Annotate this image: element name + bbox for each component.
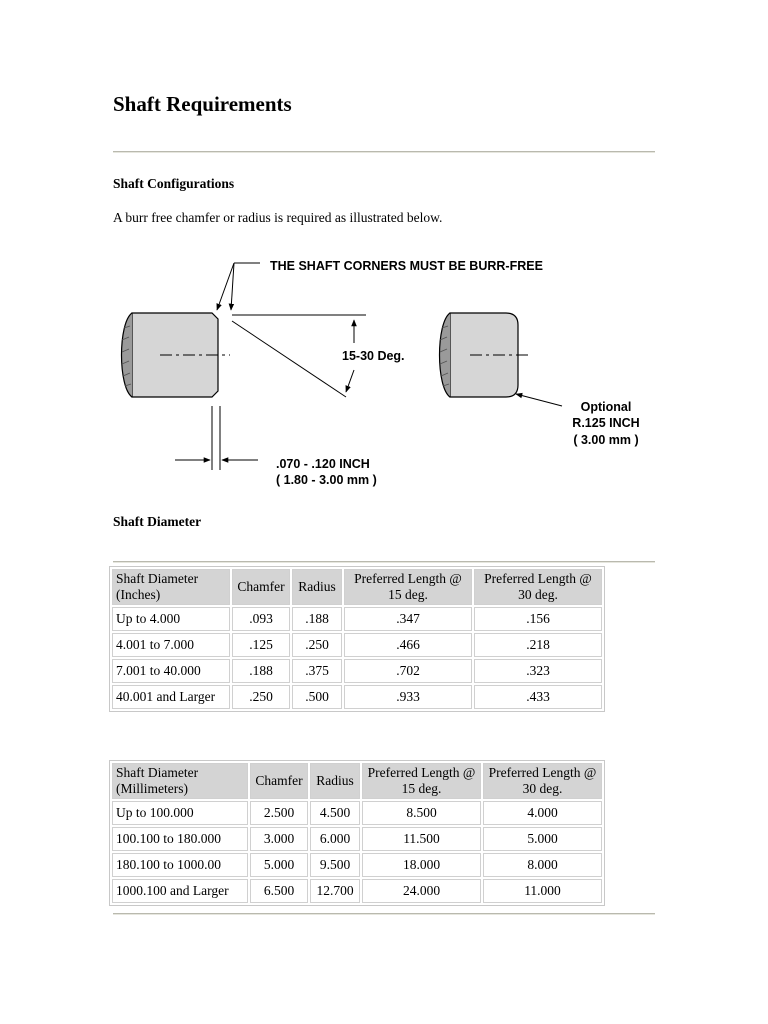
column-header: Preferred Length @ 15 deg. xyxy=(362,763,481,799)
table-cell: .466 xyxy=(344,633,472,657)
table-cell: .188 xyxy=(232,659,290,683)
table-cell: 6.000 xyxy=(310,827,360,851)
column-header: Radius xyxy=(292,569,342,605)
table-cell: 4.500 xyxy=(310,801,360,825)
table-row xyxy=(112,853,602,877)
column-header: Preferred Length @ 15 deg. xyxy=(344,569,472,605)
page-title: Shaft Requirements xyxy=(113,92,292,116)
table-cell: 5.000 xyxy=(483,827,602,851)
table-cell: 24.000 xyxy=(362,879,481,903)
table-cell: 2.500 xyxy=(250,801,308,825)
shaft-diameter-inches-table xyxy=(109,566,605,712)
column-header: Chamfer xyxy=(250,763,308,799)
table-row xyxy=(112,659,602,683)
table-cell: .188 xyxy=(292,607,342,631)
table-row xyxy=(112,607,602,631)
table-cell: 1000.100 and Larger xyxy=(112,879,248,903)
table-cell: 6.500 xyxy=(250,879,308,903)
configurations-heading: Shaft Configurations xyxy=(113,176,235,191)
chamfer-mm-label: ( 1.80 - 3.00 mm ) xyxy=(276,473,377,487)
table-row xyxy=(112,827,602,851)
table-cell: 3.000 xyxy=(250,827,308,851)
table-cell: 100.100 to 180.000 xyxy=(112,827,248,851)
optional-label: Optional xyxy=(580,400,632,414)
column-header: Radius xyxy=(310,763,360,799)
table-cell: .933 xyxy=(344,685,472,709)
shaft-diagram xyxy=(110,248,650,493)
table-cell: .375 xyxy=(292,659,342,683)
table-cell: .250 xyxy=(232,685,290,709)
table-cell: 4.000 xyxy=(483,801,602,825)
table-cell: .093 xyxy=(232,607,290,631)
table-cell: .218 xyxy=(474,633,602,657)
table-cell: .433 xyxy=(474,685,602,709)
divider xyxy=(113,913,655,915)
shaft-diameter-mm-table xyxy=(109,760,605,906)
angle-label: 15-30 Deg. xyxy=(342,349,405,363)
radius-inch-label: R.125 INCH xyxy=(572,416,640,430)
column-header: Preferred Length @ 30 deg. xyxy=(483,763,602,799)
column-header: Shaft Diameter (Inches) xyxy=(112,569,230,605)
table-cell: 5.000 xyxy=(250,853,308,877)
table-cell: .250 xyxy=(292,633,342,657)
column-header: Shaft Diameter (Millimeters) xyxy=(112,763,248,799)
corner-note-label: THE SHAFT CORNERS MUST BE BURR-FREE xyxy=(270,259,543,273)
table-cell: 180.100 to 1000.00 xyxy=(112,853,248,877)
chamfer-inch-label: .070 - .120 INCH xyxy=(276,457,370,471)
diameter-heading: Shaft Diameter xyxy=(113,514,202,529)
table-cell: .347 xyxy=(344,607,472,631)
table-cell: 7.001 to 40.000 xyxy=(112,659,230,683)
table-cell: 40.001 and Larger xyxy=(112,685,230,709)
table-header-row xyxy=(112,763,602,799)
table-cell: .156 xyxy=(474,607,602,631)
table-row xyxy=(112,685,602,709)
table-cell: 12.700 xyxy=(310,879,360,903)
table-cell: 9.500 xyxy=(310,853,360,877)
table-cell: .702 xyxy=(344,659,472,683)
divider xyxy=(113,561,655,563)
table-cell: 8.000 xyxy=(483,853,602,877)
column-header: Preferred Length @ 30 deg. xyxy=(474,569,602,605)
table-cell: 11.500 xyxy=(362,827,481,851)
divider xyxy=(113,151,655,153)
table-cell: 8.500 xyxy=(362,801,481,825)
table-row xyxy=(112,633,602,657)
table-header-row xyxy=(112,569,602,605)
table-cell: Up to 100.000 xyxy=(112,801,248,825)
column-header: Chamfer xyxy=(232,569,290,605)
table-row xyxy=(112,879,602,903)
radius-mm-label: ( 3.00 mm ) xyxy=(573,433,639,447)
configurations-paragraph: A burr free chamfer or radius is required as illustrated below. xyxy=(113,210,443,225)
table-row xyxy=(112,801,602,825)
table-cell: .323 xyxy=(474,659,602,683)
table-cell: 4.001 to 7.000 xyxy=(112,633,230,657)
table-cell: .125 xyxy=(232,633,290,657)
table-cell: .500 xyxy=(292,685,342,709)
table-cell: 18.000 xyxy=(362,853,481,877)
table-cell: Up to 4.000 xyxy=(112,607,230,631)
table-cell: 11.000 xyxy=(483,879,602,903)
